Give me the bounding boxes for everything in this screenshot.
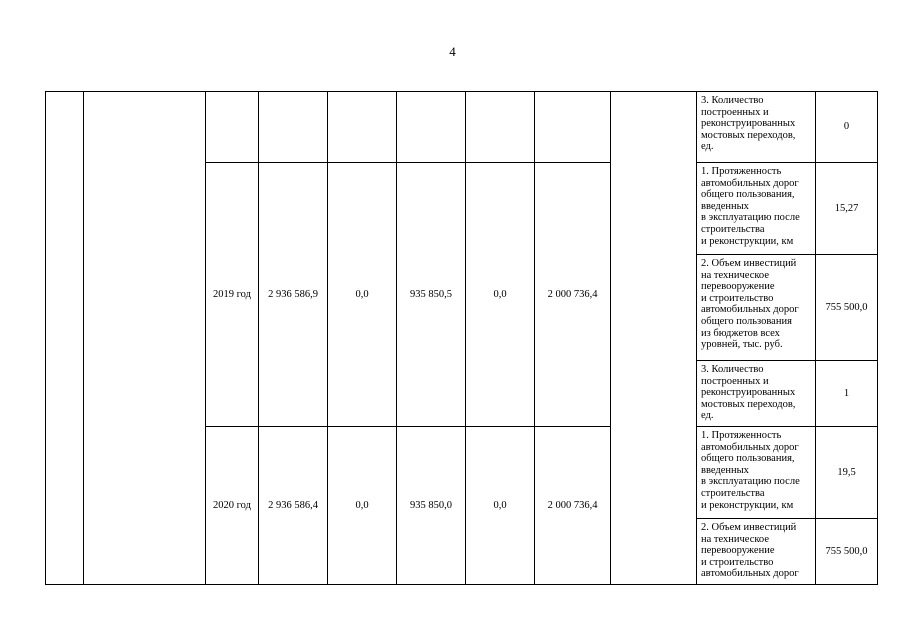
year-cell: [206, 92, 259, 163]
local-cell: [466, 92, 535, 163]
year-cell: 2020 год: [206, 427, 259, 585]
indicator-label: [697, 519, 816, 585]
total-cell: 2 936 586,9: [259, 163, 328, 427]
indicator-value: 15,27: [816, 163, 878, 255]
page-number: 4: [449, 44, 456, 59]
federal-cell: 0,0: [328, 163, 397, 427]
indicator-text: 3. Количество построенных и реконструированных мостовых переходов, ед.: [701, 364, 796, 422]
total-cell: [259, 92, 328, 163]
federal-cell: 0,0: [328, 427, 397, 585]
indicator-text: 1. Протяженность автомобильных дорог общего пользования, введенных в эксплуатацию после строительства и реконструкции, км: [701, 166, 800, 247]
regional-cell: [397, 92, 466, 163]
indicator-label: [697, 427, 816, 519]
regional-cell: 935 850,0: [397, 427, 466, 585]
indicator-label: [697, 163, 816, 255]
indicator-label: [697, 255, 816, 361]
indicator-value: 19,5: [816, 427, 878, 519]
indicator-value: 755 500,0: [816, 255, 878, 361]
other-cell: [535, 92, 611, 163]
budget-table: [45, 91, 878, 585]
regional-cell: 935 850,5: [397, 163, 466, 427]
year-cell: 2019 год: [206, 163, 259, 427]
responsible-cell: [611, 92, 697, 585]
local-cell: 0,0: [466, 163, 535, 427]
local-cell: 0,0: [466, 427, 535, 585]
indicator-text: 2. Объем инвестиций на техническое перевооружение и строительство автомобильных дорог: [701, 522, 799, 580]
indicator-value: 755 500,0: [816, 519, 878, 585]
indicator-text: 1. Протяженность автомобильных дорог общего пользования, введенных в эксплуатацию после строительства и реконструкции, км: [701, 430, 800, 511]
indicator-text: 3. Количество построенных и реконструированных мостовых переходов, ед.: [701, 95, 796, 153]
indicator-text: 2. Объем инвестиций на техническое перевооружение и строительство автомобильных дорог общего пользования из бюджетов всех уровней, тыс. руб.: [701, 258, 799, 351]
total-cell: 2 936 586,4: [259, 427, 328, 585]
indicator-label: [697, 92, 816, 163]
other-cell: 2 000 736,4: [535, 163, 611, 427]
name-cell: [84, 92, 206, 585]
indicator-value: 0: [816, 92, 878, 163]
indicator-value: 1: [816, 361, 878, 427]
number-cell: [46, 92, 84, 585]
federal-cell: [328, 92, 397, 163]
other-cell: 2 000 736,4: [535, 427, 611, 585]
indicator-label: [697, 361, 816, 427]
table-row: [46, 92, 878, 163]
